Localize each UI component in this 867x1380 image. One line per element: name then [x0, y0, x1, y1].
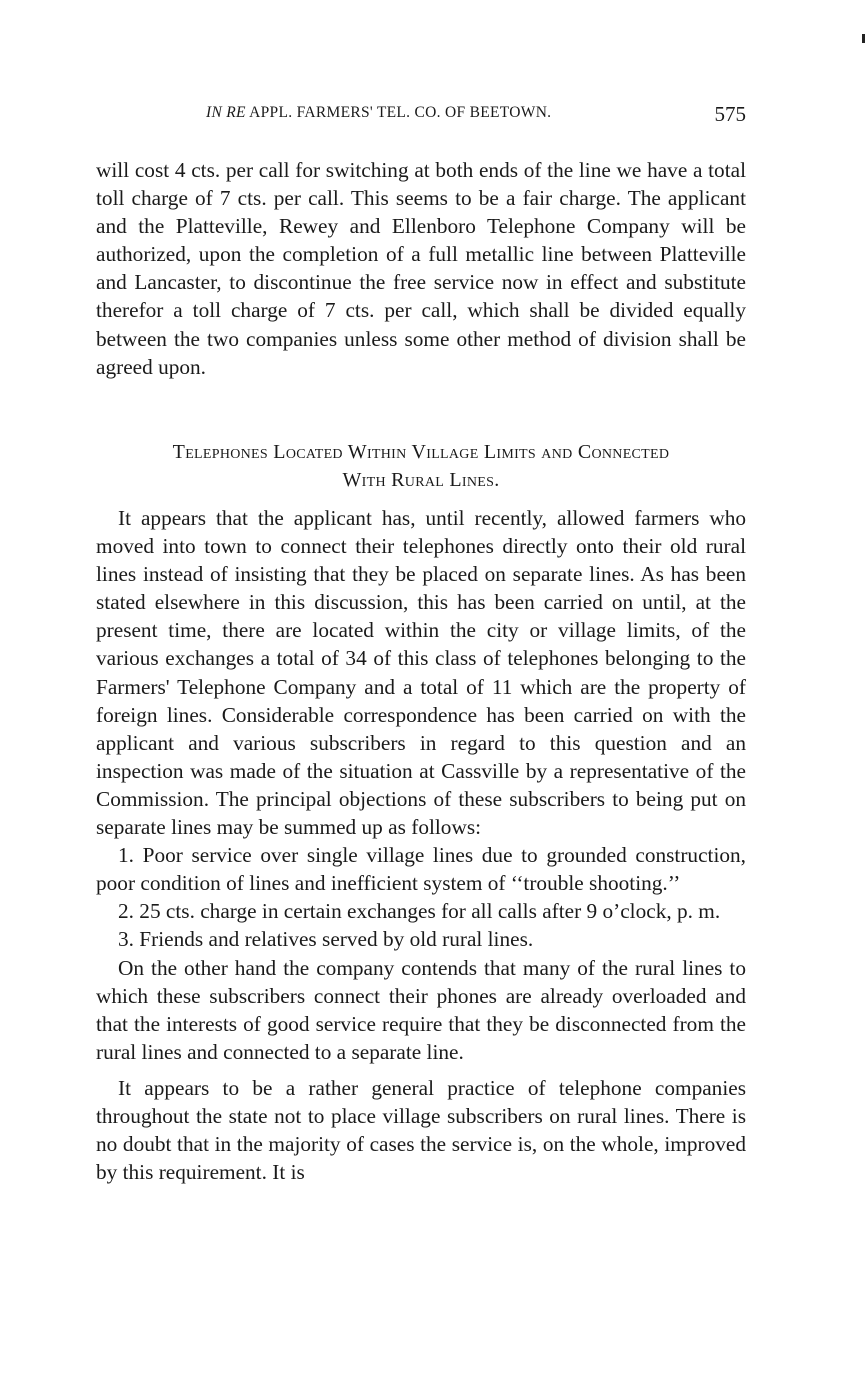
section-heading — [96, 438, 746, 494]
body-paragraph-1: It appears that the applicant has, until recently, allowed farmers who moved into town to connect their telephones directly onto their old rural lines instead of insisting that they be placed on separate lines. As has been stated elsewhere in this discussion, this has been carried on until, at the present time, there are located within the city or village limits, of the various exchanges a total of 34 of this class of telephones belonging to the Farmers' Telephone Company and a total of 11 which are the property of foreign lines. Considerable correspondence has been carried on with the applicant and various subscribers in regard to this question and an inspection was made of the situation at Cassville by a representative of the Commission. The principal objections of these subscribers to being put on separate lines may be summed up as follows: — [96, 506, 746, 840]
body-paragraph-2: On the other hand the company contends that many of the rural lines to which these subscribers connect their phones are already overloaded and that the interests of good service require that they be disconnected from the rural lines and connected to a separate line. — [96, 955, 746, 1064]
section-heading-line-1: Telephones Located Within Village Limits and Connected — [172, 441, 670, 463]
objection-item-2: 2. 25 cts. charge in certain exchanges for all calls after 9 o’clock, p. m. — [118, 899, 721, 924]
objection-item-1: 1. Poor service over single village lines due to grounded construction, poor condition of lines and inefficient system of ‘‘trouble shooting.’’ — [96, 843, 746, 896]
running-head — [96, 100, 746, 130]
scan-mark — [862, 34, 865, 43]
objection-item-3: 3. Friends and relatives served by old rural lines. — [118, 927, 534, 952]
continued-paragraph-block — [96, 156, 746, 381]
page-number: 575 — [714, 102, 746, 126]
body-text — [96, 504, 746, 1186]
running-head-title — [206, 104, 551, 122]
running-head-italic: IN RE — [206, 104, 246, 121]
section-heading-line-2: With Rural Lines. — [342, 469, 500, 491]
body-paragraph-3: It appears to be a rather general practice of telephone companies throughout the state not to place village subscribers on rural lines. There is no doubt that in the majority of cases the service is, on the whole, improved by this requirement. It is — [96, 1075, 746, 1185]
continued-paragraph: will cost 4 cts. per call for switching at both ends of the line we have a total toll charge of 7 cts. per call. This seems to be a fair charge. The applicant and the Platteville, Rewey and Ellenboro Telephone Company will be authorized, upon the completion of a full metallic line between Platteville and Lancaster, to discontinue the free service now in effect and substitute therefor a toll charge of 7 cts. per call, which shall be divided equally between the two companies unless some other method of division shall be agreed upon. — [96, 158, 746, 379]
running-head-rest: APPL. FARMERS' TEL. CO. OF BEETOWN. — [245, 104, 552, 121]
